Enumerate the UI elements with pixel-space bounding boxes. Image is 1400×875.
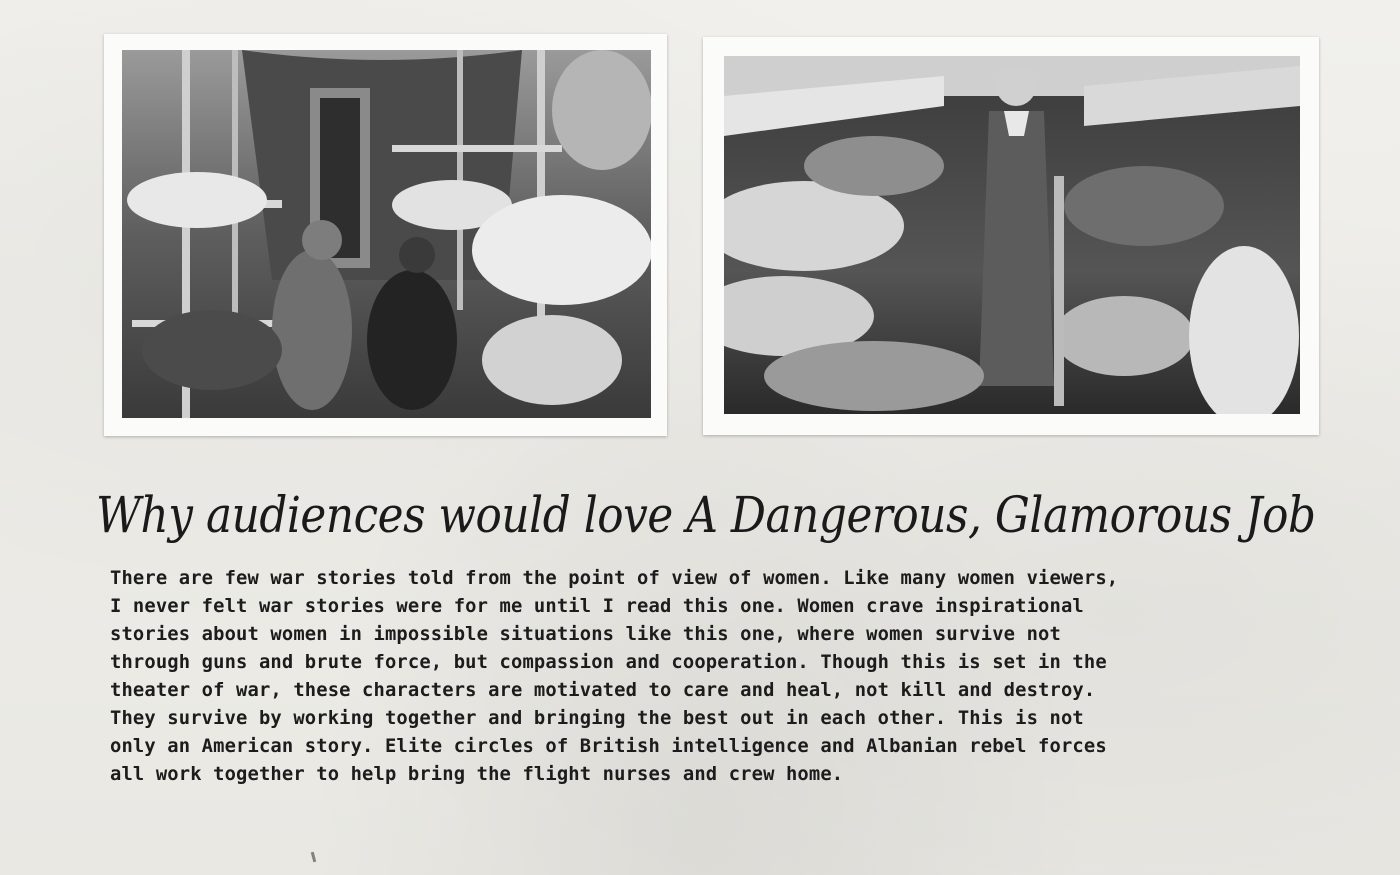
photo-nurses-in-cabin	[122, 50, 651, 418]
body-paragraph	[110, 565, 1340, 789]
body-line: all work together to help bring the flight nurses and crew home.	[110, 764, 844, 785]
photo-frame-right	[703, 37, 1319, 435]
body-line: through guns and brute force, but compassion and cooperation. Though this is set in the	[110, 652, 1107, 673]
paper-speck	[311, 852, 316, 862]
body-line: There are few war stories told from the point of view of women. Like many women viewers,	[110, 568, 1119, 589]
body-line: I never felt war stories were for me until I read this one. Women crave inspirational	[110, 596, 1084, 617]
page-heading: Why audiences would love A Dangerous, Glamorous Job	[96, 486, 1316, 544]
photo-nurse-standing	[724, 56, 1300, 414]
photo-frame-left	[104, 34, 667, 436]
body-line: theater of war, these characters are motivated to care and heal, not kill and destroy.	[110, 680, 1096, 701]
body-line: stories about women in impossible situations like this one, where women survive not	[110, 624, 1061, 645]
body-line: only an American story. Elite circles of British intelligence and Albanian rebel forces	[110, 736, 1107, 757]
body-line: They survive by working together and bringing the best out in each other. This is not	[110, 708, 1084, 729]
